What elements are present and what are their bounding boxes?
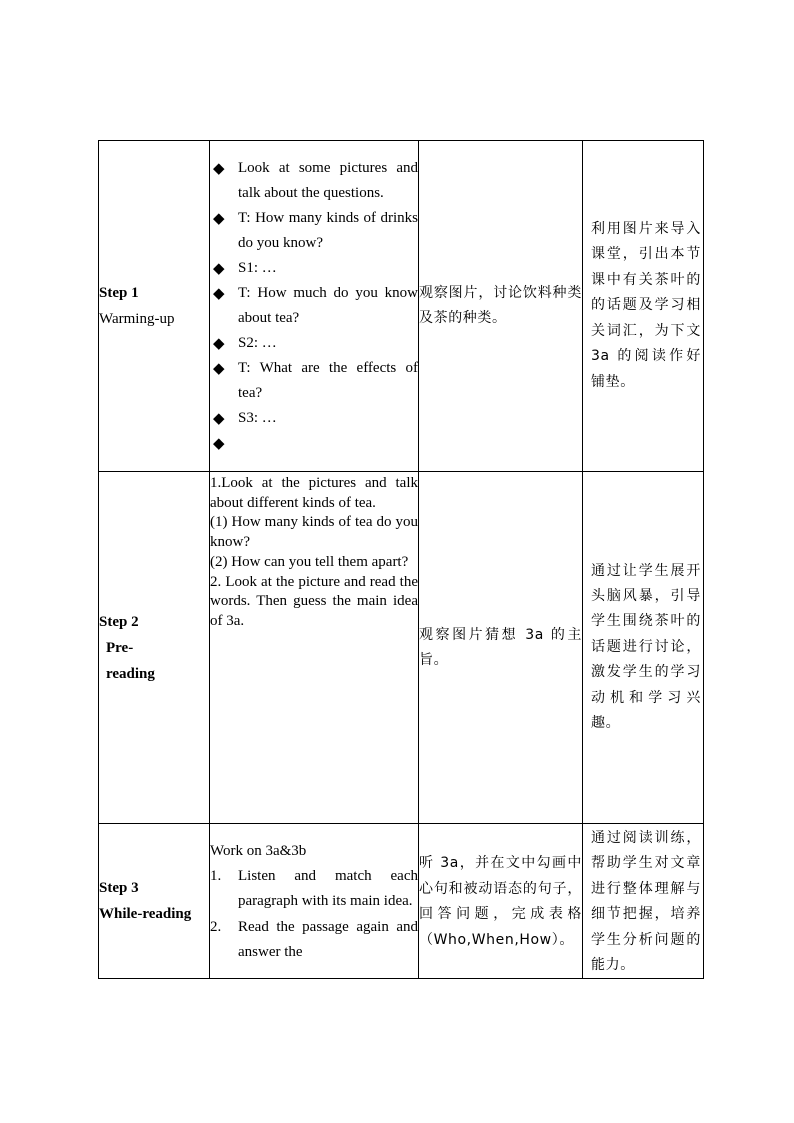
list-item (210, 431, 418, 456)
diamond-bullet-icon: ◆ (213, 209, 225, 227)
step-cell (99, 472, 210, 824)
step-cell (99, 141, 210, 472)
purpose-cell: 通过阅读训练，帮助学生对文章进行整体理解与细节把握，培养学生分析问题的能力。 (583, 824, 704, 979)
list-item: ◆ T: How much do you know about tea? (210, 281, 418, 331)
table-row (99, 824, 704, 979)
step-name: Step 1 (99, 285, 139, 301)
diamond-bullet-icon: ◆ (213, 259, 225, 277)
diamond-bullet-icon: ◆ (213, 434, 225, 452)
diamond-bullet-icon: ◆ (213, 159, 225, 177)
purpose-cell: 通过让学生展开头脑风暴，引导学生围绕茶叶的话题进行讨论，激发学生的学习动机和学习兴趣。 (583, 472, 704, 824)
teacher-activity-cell (210, 824, 419, 979)
table-row (99, 141, 704, 472)
activity-list (210, 156, 418, 456)
step-subtitle: Warming-up (99, 311, 175, 327)
table-row (99, 472, 704, 824)
diamond-bullet-icon: ◆ (213, 284, 225, 302)
step-subtitle: While-reading (99, 906, 192, 923)
teacher-activity-cell (210, 141, 419, 472)
activity-intro: Work on 3a&3b (210, 843, 307, 860)
list-item: ◆ S3: … (210, 406, 418, 431)
list-item: ◆ S2: … (210, 331, 418, 356)
activity-line: (1) How many kinds of tea do you know? (210, 514, 418, 551)
activity-line: (2) How can you tell them apart? (210, 553, 409, 570)
activity-line: 2. Look at the picture and read the words. Then guess the main idea of 3a. (210, 573, 418, 629)
purpose-cell: 利用图片来导入课堂，引出本节课中有关茶叶的的话题及学习相关词汇，为下文 3a 的阅读作好铺垫。 (583, 141, 704, 472)
activity-list (210, 864, 418, 965)
list-item: ◆ T: How many kinds of drinks do you know? (210, 206, 418, 256)
list-item: ◆ S1: … (210, 256, 418, 281)
lesson-plan-table (98, 140, 704, 979)
student-activity-cell: 观察图片，讨论饮料种类及茶的种类。 (419, 141, 583, 472)
teacher-activity-cell (210, 472, 419, 824)
diamond-bullet-icon: ◆ (213, 409, 225, 427)
student-activity-cell: 听 3a，并在文中勾画中心句和被动语态的句子，回答问题，完成表格（Who,When,How）。 (419, 824, 583, 979)
list-item: ◆ Look at some pictures and talk about the questions. (210, 156, 418, 206)
step-subtitle: Pre-reading (106, 639, 155, 682)
diamond-bullet-icon: ◆ (213, 359, 225, 377)
diamond-bullet-icon: ◆ (213, 334, 225, 352)
activity-line: 1.Look at the pictures and talk about different kinds of tea. (210, 475, 418, 511)
student-activity-cell: 观察图片猜想 3a 的主旨。 (419, 472, 583, 824)
step-name: Step 3 (99, 880, 139, 897)
list-item: 2. Read the passage again and answer the (210, 918, 418, 961)
step-cell (99, 824, 210, 979)
list-item: ◆ T: What are the effects of tea? (210, 356, 418, 406)
list-item: 1. Listen and match each paragraph with its main idea. (210, 868, 418, 910)
step-name: Step 2 (99, 613, 139, 630)
